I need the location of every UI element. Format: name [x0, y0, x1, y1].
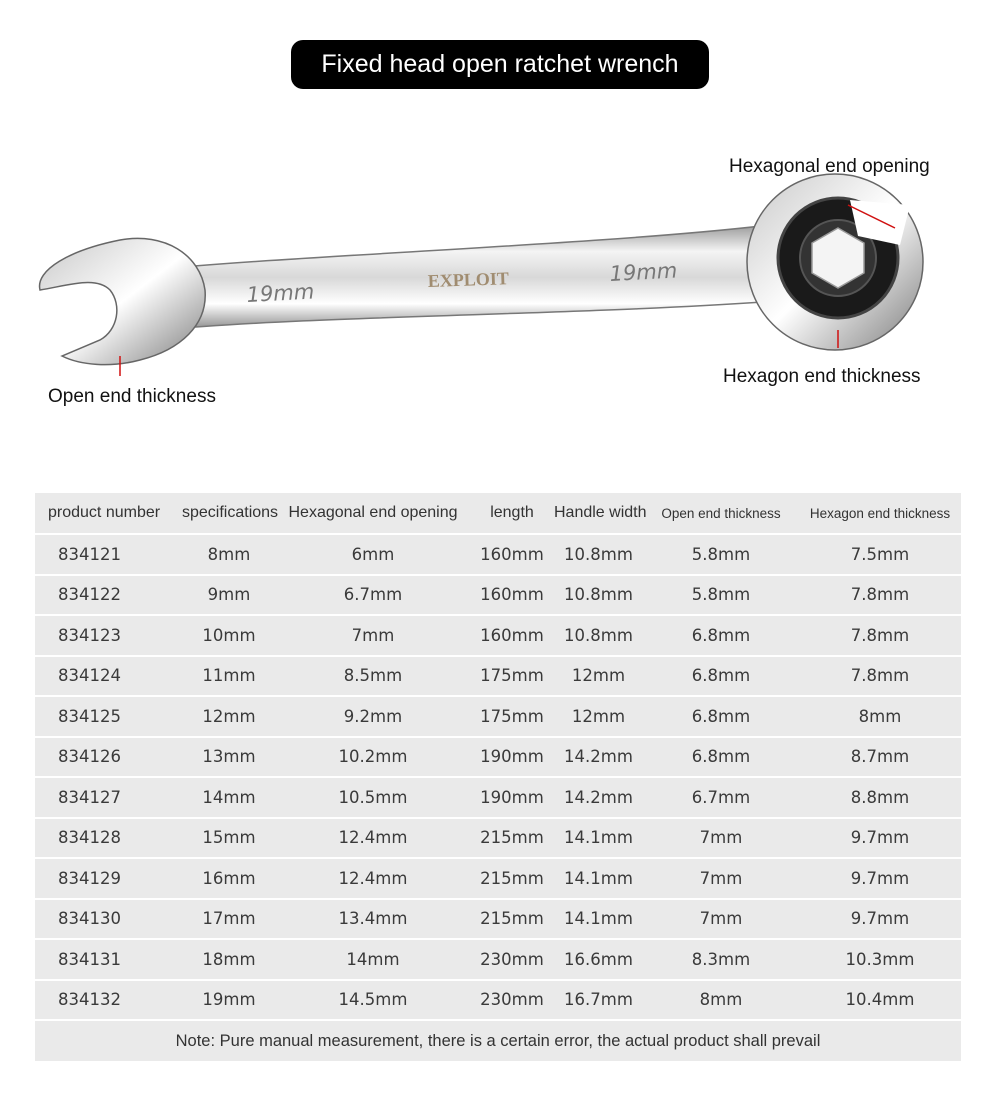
cell-handle-width: 16.7mm [564, 990, 633, 1010]
table-header-row [35, 493, 961, 535]
cell-specification: 12mm [202, 706, 256, 726]
cell-hex-opening: 13.4mm [338, 909, 408, 929]
callout-hex-opening: Hexagonal end opening [729, 156, 930, 177]
cell-handle-width: 10.8mm [564, 585, 633, 605]
cell-hex-opening: 9.2mm [343, 706, 403, 726]
cell-specification: 14mm [202, 787, 256, 807]
cell-handle-width: 12mm [571, 666, 626, 686]
cell-product-number: 834125 [58, 706, 121, 726]
cell-product-number: 834122 [58, 585, 121, 605]
cell-hex-thickness: 7.8mm [850, 625, 910, 645]
cell-open-thickness: 6.8mm [691, 747, 751, 767]
cell-length: 160mm [480, 544, 544, 564]
cell-length: 215mm [480, 909, 544, 929]
cell-hex-thickness: 7.8mm [850, 666, 910, 686]
wrench-open-end [40, 238, 206, 364]
cell-product-number: 834124 [58, 666, 121, 686]
cell-length: 215mm [480, 828, 544, 848]
cell-hex-thickness: 8.8mm [850, 787, 910, 807]
table-row [35, 940, 961, 981]
cell-length: 160mm [480, 585, 544, 605]
cell-open-thickness: 6.8mm [691, 625, 751, 645]
callout-hex-thickness: Hexagon end thickness [723, 366, 921, 387]
header-hex-opening: Hexagonal end opening [288, 504, 458, 521]
cell-open-thickness: 6.7mm [691, 787, 751, 807]
cell-hex-thickness: 9.7mm [850, 828, 910, 848]
cell-length: 160mm [480, 625, 544, 645]
cell-handle-width: 10.8mm [564, 544, 633, 564]
cell-hex-thickness: 8.7mm [850, 747, 910, 767]
cell-open-thickness: 5.8mm [691, 544, 751, 564]
cell-open-thickness: 6.8mm [691, 706, 751, 726]
cell-product-number: 834128 [58, 828, 121, 848]
cell-specification: 18mm [202, 949, 256, 969]
cell-open-thickness: 5.8mm [691, 585, 751, 605]
cell-product-number: 834130 [58, 909, 121, 929]
cell-handle-width: 14.2mm [564, 747, 633, 767]
cell-product-number: 834126 [58, 747, 121, 767]
cell-specification: 10mm [202, 625, 256, 645]
cell-length: 215mm [480, 868, 544, 888]
cell-hex-opening: 10.5mm [338, 787, 408, 807]
table-note: Note: Pure manual measurement, there is a certain error, the actual product shall prevail [175, 1032, 821, 1050]
cell-hex-opening: 8.5mm [343, 666, 403, 686]
cell-hex-thickness: 9.7mm [850, 909, 910, 929]
cell-handle-width: 14.1mm [564, 868, 633, 888]
cell-hex-thickness: 7.8mm [850, 585, 910, 605]
cell-open-thickness: 7mm [699, 909, 743, 929]
cell-length: 230mm [480, 990, 544, 1010]
cell-handle-width: 10.8mm [564, 625, 633, 645]
cell-specification: 9mm [207, 585, 251, 605]
table-row [35, 738, 961, 779]
size-marking-left: 19mm [246, 279, 315, 307]
cell-open-thickness: 6.8mm [691, 666, 751, 686]
brand-marking: EXPLOIT [427, 268, 510, 291]
cell-product-number: 834129 [58, 868, 121, 888]
cell-hex-opening: 14mm [346, 949, 400, 969]
cell-specification: 13mm [202, 747, 256, 767]
header-hex-thickness: Hexagon end thickness [809, 505, 951, 521]
cell-hex-thickness: 7.5mm [850, 544, 910, 564]
cell-open-thickness: 8mm [699, 990, 743, 1010]
cell-open-thickness: 7mm [699, 828, 743, 848]
cell-open-thickness: 7mm [699, 868, 743, 888]
header-length: length [490, 504, 534, 521]
cell-specification: 16mm [202, 868, 256, 888]
cell-product-number: 834123 [58, 625, 121, 645]
cell-hex-opening: 7mm [351, 625, 395, 645]
cell-product-number: 834131 [58, 949, 121, 969]
cell-handle-width: 12mm [571, 706, 626, 726]
header-specifications: specifications [182, 504, 279, 521]
cell-specification: 11mm [202, 666, 256, 686]
cell-product-number: 834132 [58, 990, 121, 1010]
header-product-number: product number [48, 504, 161, 521]
cell-specification: 8mm [207, 544, 251, 564]
header-open-thickness: Open end thickness [661, 505, 781, 521]
cell-specification: 15mm [202, 828, 256, 848]
table-row [35, 981, 961, 1022]
cell-hex-thickness: 10.3mm [845, 949, 915, 969]
cell-hex-thickness: 10.4mm [845, 990, 915, 1010]
cell-handle-width: 14.2mm [564, 787, 633, 807]
cell-length: 230mm [480, 949, 544, 969]
cell-handle-width: 14.1mm [564, 828, 633, 848]
table-row [35, 657, 961, 698]
cell-handle-width: 14.1mm [564, 909, 633, 929]
cell-hex-opening: 10.2mm [338, 747, 408, 767]
cell-length: 175mm [480, 706, 544, 726]
cell-specification: 19mm [202, 990, 256, 1010]
table-row [35, 859, 961, 900]
cell-product-number: 834127 [58, 787, 121, 807]
table-row [35, 616, 961, 657]
size-marking-right: 19mm [609, 258, 678, 286]
cell-hex-thickness: 9.7mm [850, 868, 910, 888]
cell-specification: 17mm [202, 909, 256, 929]
cell-product-number: 834121 [58, 544, 121, 564]
cell-length: 190mm [480, 747, 544, 767]
spec-table [35, 493, 961, 1061]
table-row [35, 697, 961, 738]
cell-length: 175mm [480, 666, 544, 686]
cell-length: 190mm [480, 787, 544, 807]
page-title: Fixed head open ratchet wrench [291, 40, 709, 89]
header-handle-width: Handle width [554, 504, 647, 521]
cell-hex-opening: 12.4mm [338, 868, 408, 888]
table-row [35, 900, 961, 941]
cell-hex-thickness: 8mm [858, 706, 902, 726]
cell-open-thickness: 8.3mm [691, 949, 751, 969]
table-row [35, 819, 961, 860]
cell-hex-opening: 6mm [351, 544, 395, 564]
cell-hex-opening: 6.7mm [343, 585, 403, 605]
table-row [35, 576, 961, 617]
cell-hex-opening: 12.4mm [338, 828, 408, 848]
callout-open-thickness: Open end thickness [48, 386, 216, 407]
table-row [35, 778, 961, 819]
cell-handle-width: 16.6mm [564, 949, 633, 969]
cell-hex-opening: 14.5mm [338, 990, 408, 1010]
table-row [35, 535, 961, 576]
